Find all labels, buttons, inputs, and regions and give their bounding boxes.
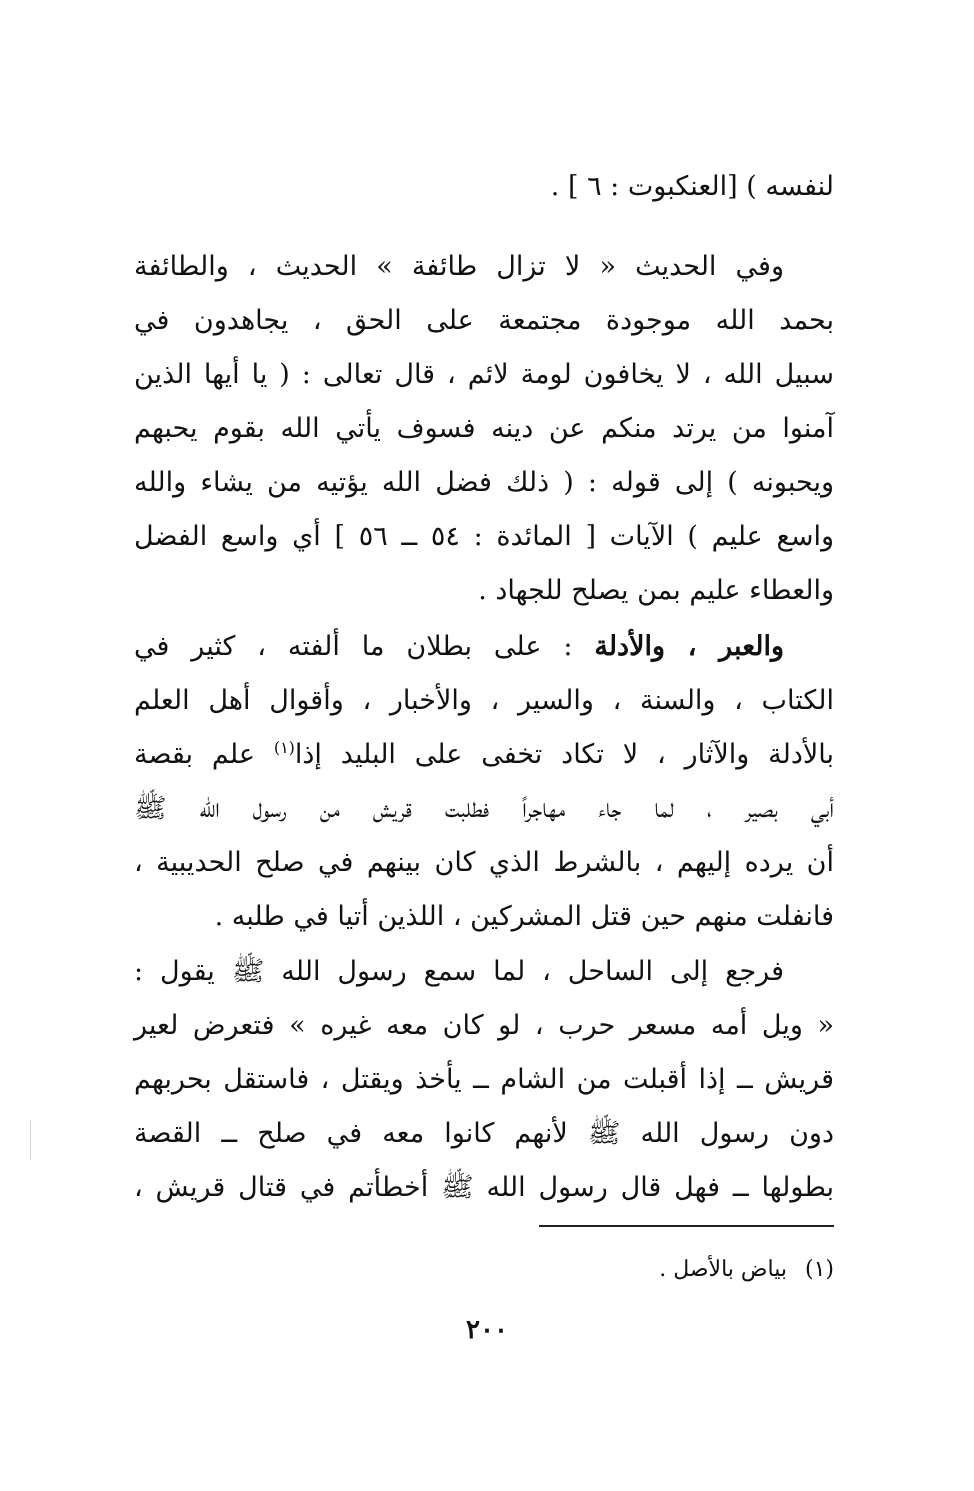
footnote xyxy=(659,1250,834,1290)
footnote-text: بياض بالأصل . xyxy=(659,1257,787,1282)
bold-lead-term: والعبر ، والأدلة xyxy=(594,631,784,662)
page-number: ٢٠٠ xyxy=(466,1315,508,1345)
footnote-separator xyxy=(539,1225,834,1227)
text-line: فرجع إلى الساحل ، لما سمع رسول الله ﷺ يقول : xyxy=(134,956,784,987)
text-line xyxy=(134,728,834,782)
paragraph-2 xyxy=(134,240,834,618)
footnote-marker[interactable]: (١) xyxy=(273,738,295,757)
text-line: بحمد الله موجودة مجتمعة على الحق ، يجاهدون في xyxy=(134,305,834,336)
text-line: بطولها ــ فهل قال رسول الله ﷺ أخطأتم في قتال قريش ، xyxy=(134,1172,834,1203)
text-line xyxy=(134,620,834,674)
text-line: دون رسول الله ﷺ لأنهم كانوا معه في صلح ــ القصة xyxy=(134,1118,834,1149)
text-line: والعطاء عليم بمن يصلح للجهاد . xyxy=(478,575,834,606)
text-line: واسع عليم ) الآيات [ المائدة : ٥٤ ــ ٥٦ ] أي واسع الفضل xyxy=(134,521,834,552)
text-line: آمنوا من يرتد منكم عن دينه فسوف يأتي الله بقوم يحبهم xyxy=(134,413,834,444)
paragraph-1 xyxy=(134,160,834,214)
paragraph-4 xyxy=(134,945,834,1215)
text-line: أن يرده إليهم ، بالشرط الذي كان بينهم في صلح الحديبية ، xyxy=(134,847,834,878)
text-fragment: علم بقصة xyxy=(134,739,274,770)
text-line: قريش ــ إذا أقبلت من الشام ــ يأخذ ويقتل ، فاستقل بحربهم xyxy=(134,1064,834,1095)
text-line: وفي الحديث « لا تزال طائفة » الحديث ، والطائفة xyxy=(134,251,784,282)
scan-artifact xyxy=(30,1120,31,1160)
paragraph-3 xyxy=(134,620,834,944)
text-line: سبيل الله ، لا يخافون لومة لائم ، قال تعالى : ( يا أيها الذين xyxy=(134,359,834,390)
text-fragment: بالأدلة والآثار ، لا تكاد تخفى على البليد إذا xyxy=(294,739,834,770)
text-line: أبي بصير ، لما جاء مهاجراً فطلبت قريش من رسول الله ﷺ xyxy=(134,793,834,824)
text-fragment: : على بطلان ما ألفته ، كثير في xyxy=(134,631,595,662)
text-line: ويحبونه ) إلى قوله : ( ذلك فضل الله يؤتيه من يشاء والله xyxy=(134,467,834,498)
text-line: « ويل أمه مسعر حرب ، لو كان معه غيره » فتعرض لعير xyxy=(134,1010,834,1041)
text-line: فانفلت منهم حين قتل المشركين ، اللذين أتيا في طلبه . xyxy=(214,901,834,932)
text-line: الكتاب ، والسنة ، والسير ، والأخبار ، وأقوال أهل العلم xyxy=(134,685,834,716)
footnote-number: (١) xyxy=(804,1257,834,1282)
text-line: لنفسه ) [العنكبوت : ٦ ] . xyxy=(550,171,834,202)
